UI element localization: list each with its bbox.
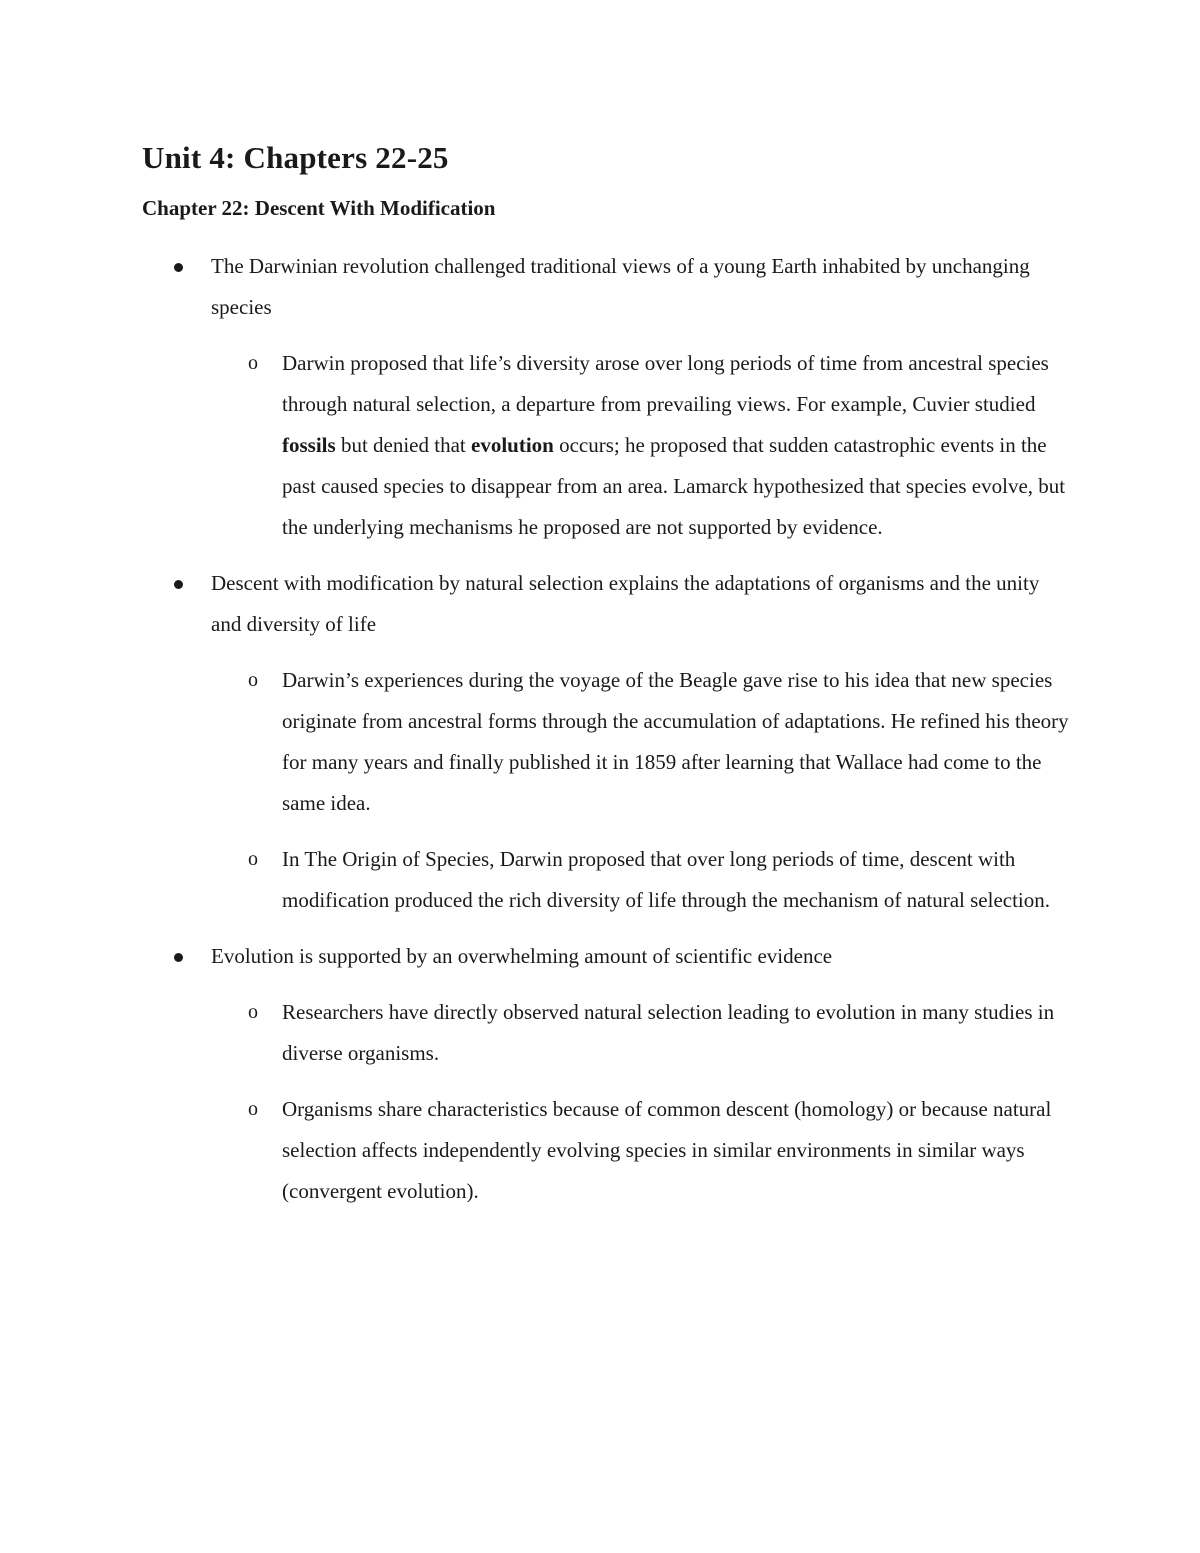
sub-text: Darwin’s experiences during the voyage of the Beagle gave rise to his idea that new species originate from ancestral forms through the accumulation of adaptations. He refined his theory for many years and finally published it in 1859 after learning that Wallace had come to the same idea.	[282, 668, 1069, 815]
sub-item	[142, 1089, 1072, 1212]
bullet-item	[142, 246, 1072, 328]
sub-text: In The Origin of Species, Darwin proposed that over long periods of time, descent with modification produced the rich diversity of life through the mechanism of natural selection.	[282, 847, 1051, 912]
sub-bullet-marker: o	[248, 848, 258, 870]
bullet-group	[142, 563, 1072, 921]
sub-text-part: occurs; he proposed that sudden catastrophic events in the past caused species to disappear from an area. Lamarck hypothesized that species evolve, but the underlying mechanisms he proposed are not supported by evidence.	[282, 433, 1066, 539]
bullet-dot-icon	[174, 953, 183, 962]
bullet-text: Evolution is supported by an overwhelming amount of scientific evidence	[211, 944, 833, 968]
sub-text-part: Darwin proposed that life’s diversity arose over long periods of time from ancestral species through natural selection, a departure from prevailing views. For example, Cuvier studied	[282, 351, 1049, 416]
bold-term-evolution: evolution	[471, 433, 554, 457]
sub-list	[142, 343, 1072, 548]
page-title: Unit 4: Chapters 22-25	[142, 140, 449, 175]
bullet-text: The Darwinian revolution challenged traditional views of a young Earth inhabited by unchanging species	[211, 254, 1030, 319]
bullet-item	[142, 563, 1072, 645]
bullet-text: Descent with modification by natural selection explains the adaptations of organisms and the unity and diversity of life	[211, 571, 1040, 636]
bullet-dot-icon	[174, 580, 183, 589]
sub-bullet-marker: o	[248, 669, 258, 691]
sub-item	[142, 992, 1072, 1074]
sub-list	[142, 660, 1072, 921]
sub-bullet-marker: o	[248, 352, 258, 374]
bullet-dot-icon	[174, 263, 183, 272]
notes-body	[142, 246, 1072, 1227]
bullet-group	[142, 246, 1072, 548]
sub-text: Organisms share characteristics because of common descent (homology) or because natural selection affects independently evolving species in similar environments in similar ways (convergent evolution).	[282, 1097, 1052, 1203]
chapter-heading: Chapter 22: Descent With Modification	[142, 196, 496, 220]
sub-item	[142, 660, 1072, 824]
bold-term-fossils: fossils	[282, 433, 336, 457]
sub-bullet-marker: o	[248, 1001, 258, 1023]
sub-item	[142, 343, 1072, 548]
bullet-item	[142, 936, 1072, 977]
sub-text: Researchers have directly observed natural selection leading to evolution in many studies in diverse organisms.	[282, 1000, 1055, 1065]
sub-list	[142, 992, 1072, 1212]
sub-item	[142, 839, 1072, 921]
sub-bullet-marker: o	[248, 1098, 258, 1120]
sub-text-part: but denied that	[335, 433, 471, 457]
bullet-group	[142, 936, 1072, 1212]
